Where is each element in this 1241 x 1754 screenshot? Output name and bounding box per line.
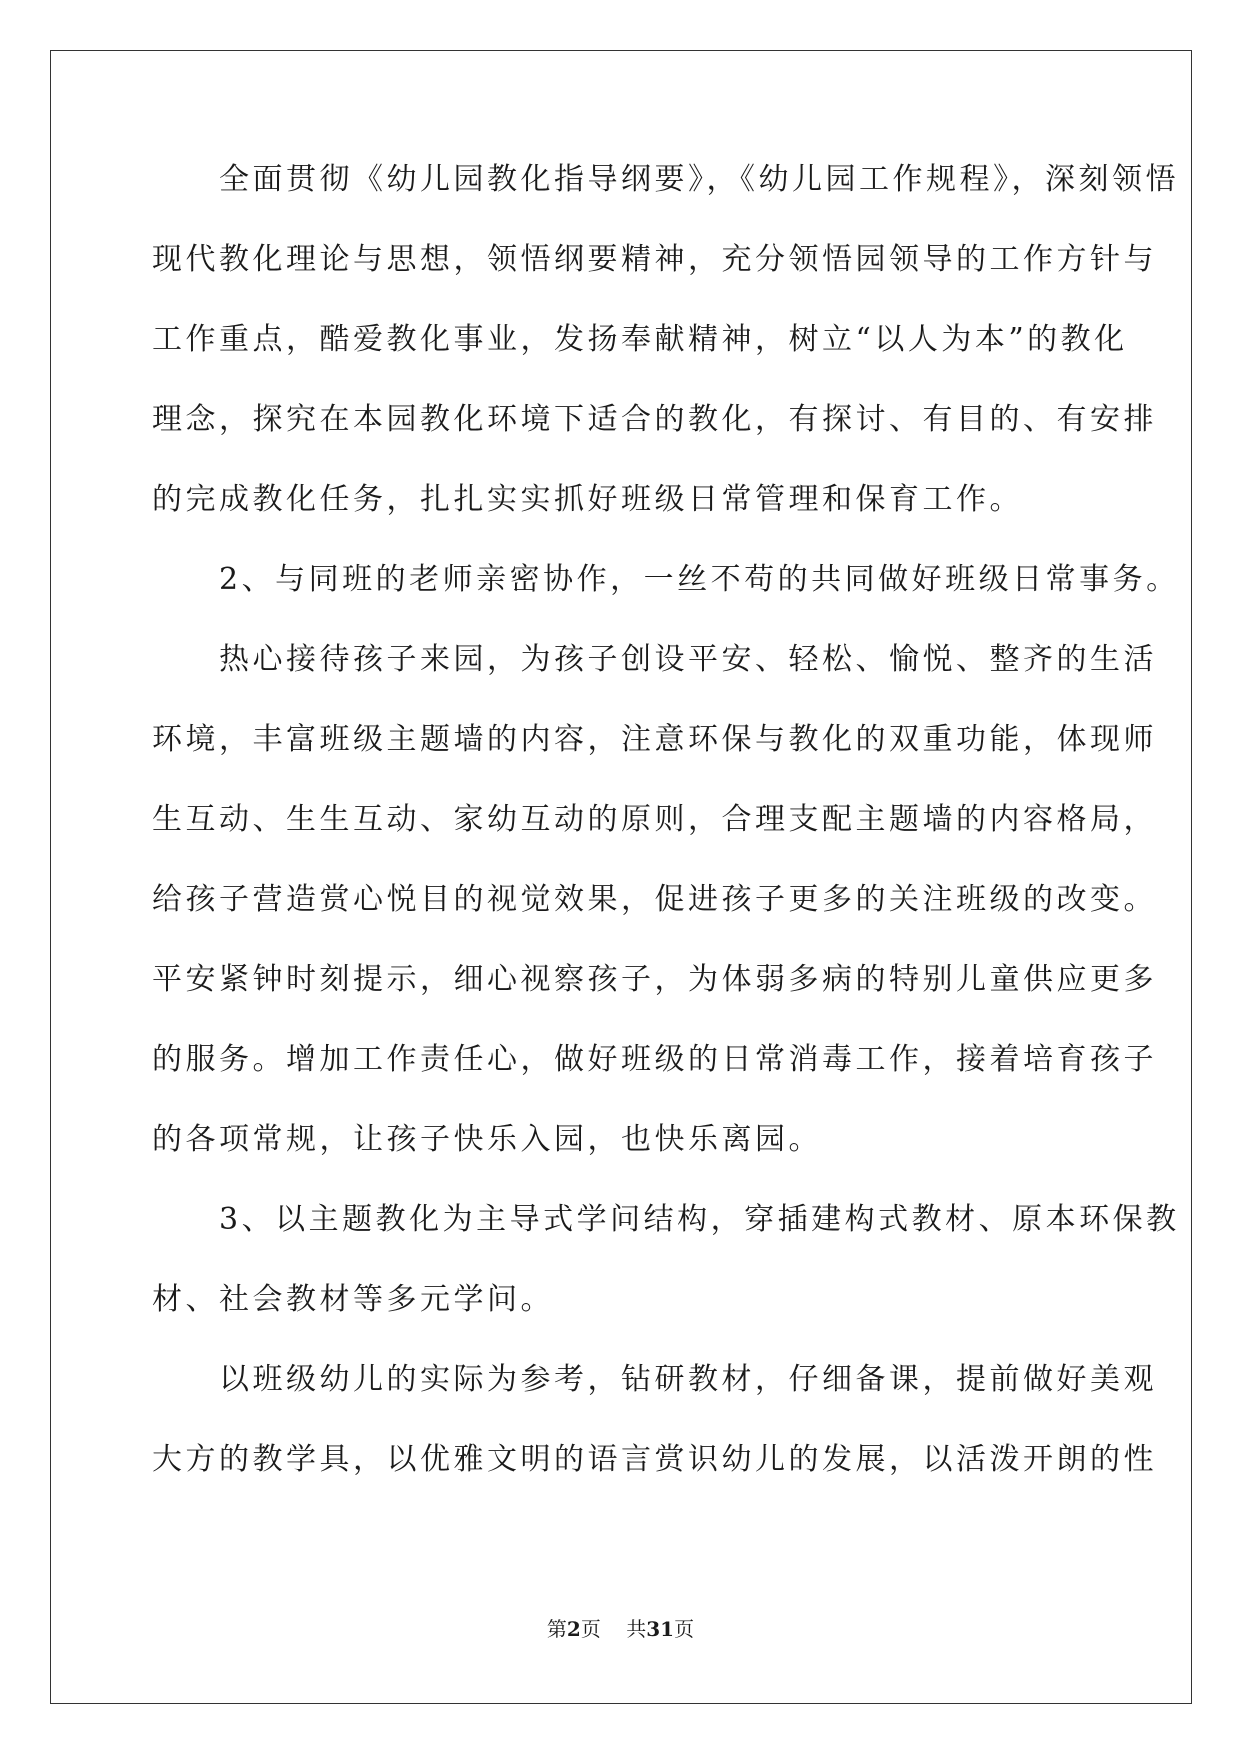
footer-prefix: 第 xyxy=(546,1617,567,1641)
paragraph-line: 现代教化理论与思想，领悟纲要精神，充分领悟园领导的工作方针与 xyxy=(152,242,1157,277)
total-page-count: 31 xyxy=(646,1617,675,1641)
paragraph-line: 工作重点，酷爱教化事业，发扬奉献精神，树立“以人为本”的教化 xyxy=(152,322,1128,357)
paragraph-line: 以班级幼儿的实际为参考，钻研教材，仔细备课，提前做好美观 xyxy=(152,1362,1157,1397)
paragraph-line: 生互动、生生互动、家幼互动的原则，合理支配主题墙的内容格局， xyxy=(152,802,1157,837)
footer-total-suffix: 页 xyxy=(674,1617,695,1641)
page-footer xyxy=(0,1617,1241,1641)
paragraph-line: 环境，丰富班级主题墙的内容，注意环保与教化的双重功能，体现师 xyxy=(152,722,1157,757)
paragraph-line: 全面贯彻《幼儿园教化指导纲要》，《幼儿园工作规程》，深刻领悟 xyxy=(152,162,1179,197)
paragraph-line: 的各项常规，让孩子快乐入园，也快乐离园。 xyxy=(152,1122,822,1157)
current-page-number: 2 xyxy=(566,1617,581,1641)
paragraph-line: 的服务。增加工作责任心，做好班级的日常消毒工作，接着培育孩子 xyxy=(152,1042,1157,1077)
footer-page-suffix: 页 xyxy=(580,1617,601,1641)
paragraph-line: 大方的教学具，以优雅文明的语言赏识幼儿的发展，以活泼开朗的性 xyxy=(152,1442,1157,1477)
paragraph-line: 材、社会教材等多元学问。 xyxy=(152,1282,554,1317)
paragraph-line: 热心接待孩子来园，为孩子创设平安、轻松、愉悦、整齐的生活 xyxy=(152,642,1157,677)
paragraph-line: 理念，探究在本园教化环境下适合的教化，有探讨、有目的、有安排 xyxy=(152,402,1157,437)
paragraph-line: 给孩子营造赏心悦目的视觉效果，促进孩子更多的关注班级的改变。 xyxy=(152,882,1157,917)
paragraph-line: 平安紧钟时刻提示，细心视察孩子，为体弱多病的特别儿童供应更多 xyxy=(152,962,1157,997)
paragraph-line: 的完成教化任务，扎扎实实抓好班级日常管理和保育工作。 xyxy=(152,482,1023,517)
paragraph-line: 2、与同班的老师亲密协作，一丝不苟的共同做好班级日常事务。 xyxy=(152,562,1180,597)
footer-total-prefix: 共 xyxy=(626,1617,647,1641)
paragraph-line: 3、以主题教化为主导式学问结构，穿插建构式教材、原本环保教 xyxy=(152,1202,1180,1237)
